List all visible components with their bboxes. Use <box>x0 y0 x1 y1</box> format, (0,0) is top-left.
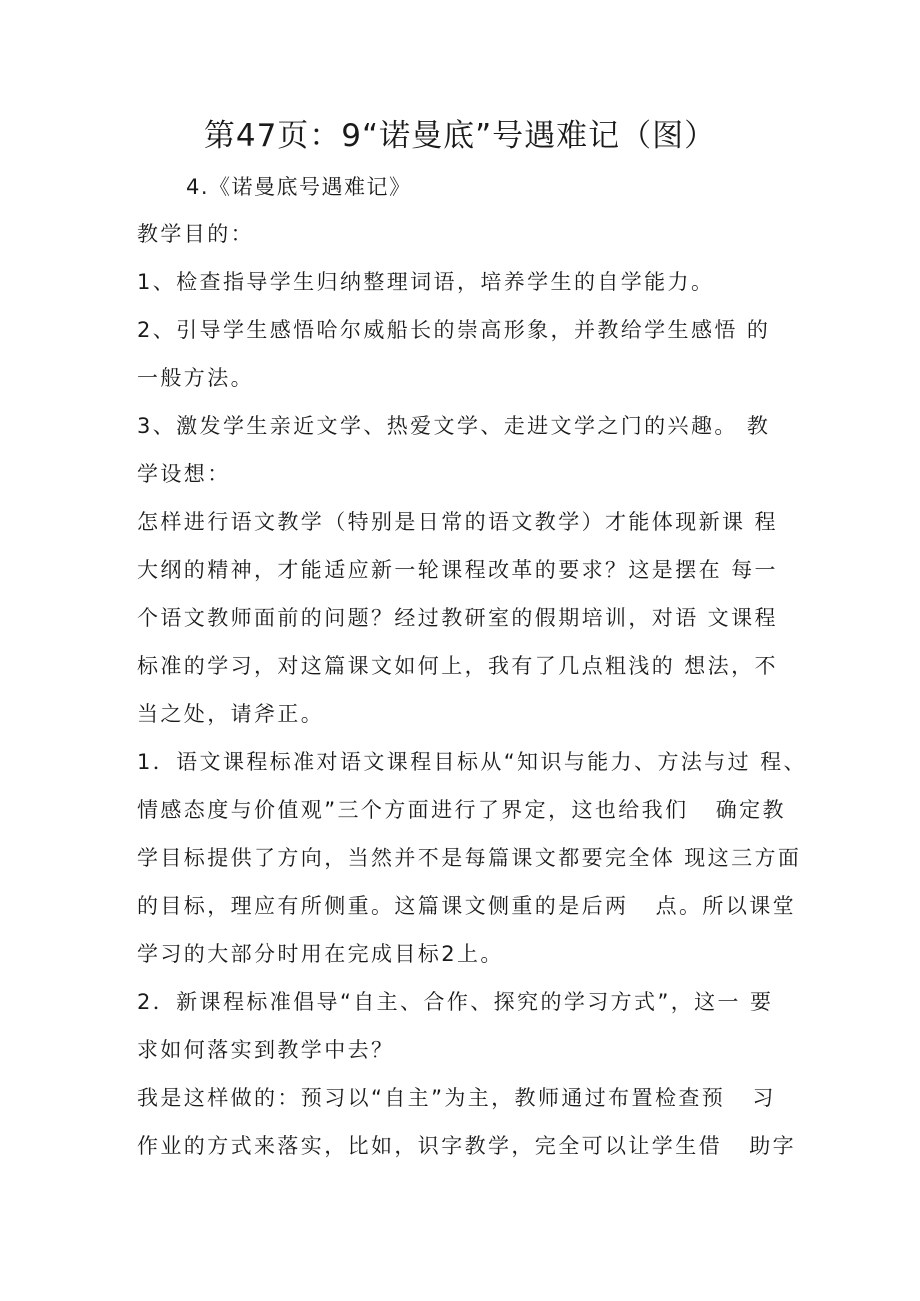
body-line: 学目标提供了方向，当然并不是每篇课文都要完全体 现这三方面 <box>137 846 802 870</box>
body-line: 学设想： <box>137 462 231 486</box>
body-line: 标准的学习，对这篇课文如何上，我有了几点粗浅的 想法，不 <box>137 654 778 678</box>
body-line: 我是这样做的：预习以“自主”为主，教师通过布置检查预 习 <box>137 1086 776 1110</box>
body-line: 的目标，理应有所侧重。这篇课文侧重的是后两 点。所以课堂 <box>137 894 797 918</box>
body-line: 当之处，请斧正。 <box>137 702 325 726</box>
body-line: 大纲的精神，才能适应新一轮课程改革的要求？这是摆在 每一 <box>137 558 778 582</box>
body-line: 2、引导学生感悟哈尔威船长的崇高形象，并教给学生感悟 的 <box>137 318 771 342</box>
body-line: 学习的大部分时用在完成目标2上。 <box>137 942 504 966</box>
body-line: 作业的方式来落实，比如，识字教学，完全可以让学生借 助字 <box>137 1134 797 1158</box>
body-line: 怎样进行语文教学（特别是日常的语文教学）才能体现新课 程 <box>137 510 778 534</box>
body-line: 教学目的： <box>137 222 254 246</box>
body-line: 1、检查指导学生归纳整理词语，培养学生的自学能力。 <box>137 270 715 294</box>
body-line: 一般方法。 <box>137 366 254 390</box>
body-line: 3、激发学生亲近文学、热爱文学、走进文学之门的兴趣。 教 <box>137 414 771 438</box>
document-subtitle: 4.《诺曼底号遇难记》 <box>186 175 412 199</box>
body-line: 1．语文课程标准对语文课程目标从“知识与能力、方法与过 程、 <box>137 750 807 774</box>
body-line: 个语文教师面前的问题？经过教研室的假期培训，对语 文课程 <box>137 606 778 630</box>
body-line: 求如何落实到教学中去？ <box>137 1038 395 1062</box>
body-line: 情感态度与价值观”三个方面进行了界定，这也给我们 确定教 <box>137 798 786 822</box>
document-title: 第47页：9“诺曼底”号遇难记（图） <box>203 118 717 154</box>
body-line: 2．新课程标准倡导“自主、合作、探究的学习方式”，这一 要 <box>137 990 774 1014</box>
